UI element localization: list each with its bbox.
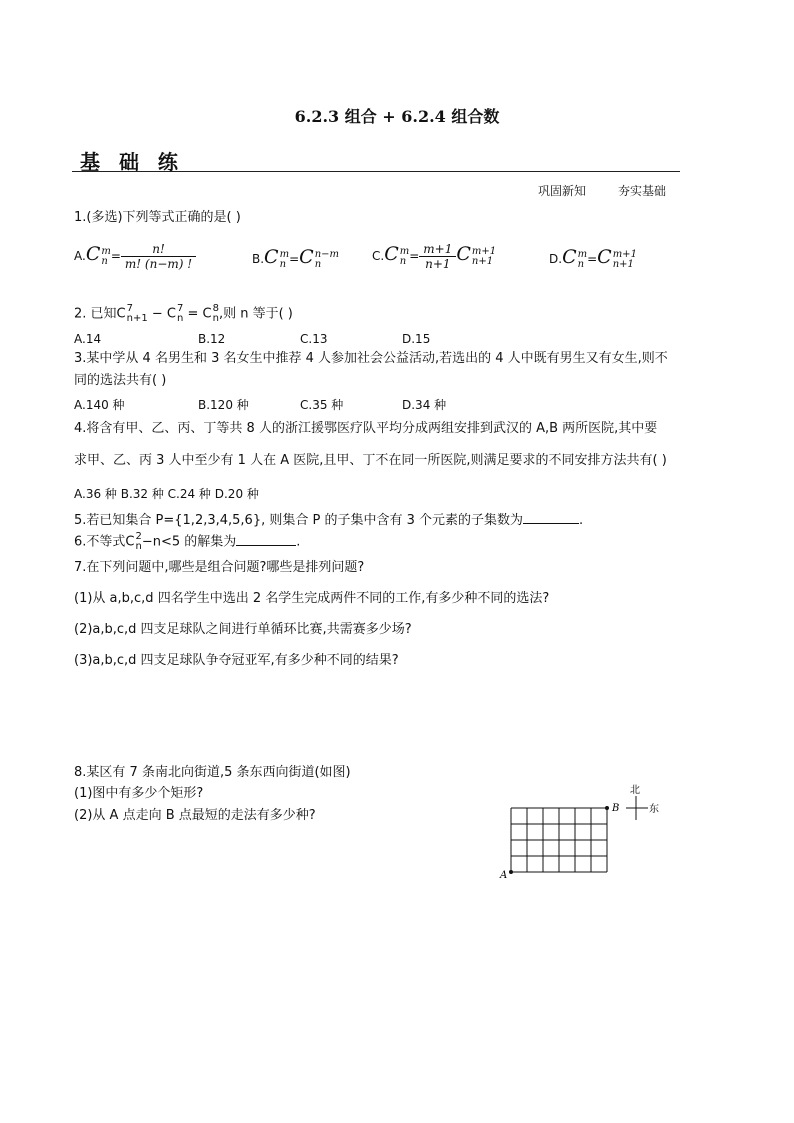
q1-d-sup1: m — [577, 248, 588, 260]
q6-sup: 2 — [135, 531, 142, 542]
q2-mid2: = C — [183, 306, 212, 322]
q2-sup3: 8 — [212, 303, 219, 314]
q1-b-C2: C — [299, 246, 314, 268]
q1-c-sup2: m+1 — [471, 245, 497, 257]
section-heading: 基 础 练 — [80, 150, 184, 174]
q2-sub1: n+1 — [126, 313, 148, 324]
compass-north-label: 北 — [630, 785, 640, 796]
q1-option-d-label: D. — [549, 252, 563, 266]
q1-option-d — [549, 246, 637, 270]
q1-d-C2: C — [597, 246, 612, 268]
q1-c-sup1: m — [399, 245, 410, 257]
q1-option-b — [252, 246, 339, 270]
q6-answer-blank[interactable] — [236, 533, 296, 546]
q1-a-sub: n — [101, 255, 108, 267]
section-divider — [72, 171, 680, 172]
q1-a-sup: m — [101, 245, 111, 257]
q1-c-numerator: m+1 — [419, 242, 456, 257]
q1-option-a-label: A. — [74, 249, 86, 263]
q3-option-d: D.34 种 — [402, 398, 447, 412]
q5-end: . — [579, 513, 584, 528]
q2-option-d: D.15 — [402, 332, 431, 346]
q1-c-eq: = — [409, 249, 420, 263]
q1-a-C: C — [85, 243, 101, 265]
q1-a-denominator: m! (n−m) ! — [124, 257, 193, 271]
q1-a-numerator: n! — [121, 242, 196, 257]
question-1-stem: 1.(多选)下列等式正确的是( ) — [74, 210, 241, 225]
q2-sup2: 7 — [176, 303, 184, 314]
q1-c-sub2: n+1 — [471, 255, 494, 267]
question-8-part-1: (1)图中有多少个矩形? — [74, 786, 204, 801]
q2-option-c: C.13 — [300, 332, 328, 346]
q1-c-C1: C — [384, 243, 399, 265]
question-7-part-1: (1)从 a,b,c,d 四名学生中选出 2 名学生完成两件不同的工作,有多少种不同的选法? — [74, 591, 550, 606]
q1-b-sup2: n−m — [314, 248, 339, 260]
q6-suffix: −n<5 的解集为 — [141, 534, 237, 550]
q1-c-denominator: n+1 — [425, 257, 451, 271]
street-grid-figure — [496, 778, 666, 884]
q2-option-b: B.12 — [198, 332, 226, 346]
q5-text: 5.若已知集合 P={1,2,3,4,5,6}, 则集合 P 的子集中含有 3 个元素的子集数为 — [74, 513, 524, 528]
q3-option-c: C.35 种 — [300, 398, 344, 412]
question-4-line-2: 求甲、乙、丙 3 人中至少有 1 人在 A 医院,且甲、丁不在同一所医院,则满足要求的不同安排方法共有( ) — [74, 453, 667, 468]
q1-d-sup2: m+1 — [612, 248, 637, 260]
q1-d-C1: C — [562, 246, 577, 268]
q1-b-eq: = — [289, 252, 300, 266]
compass-east-label: 东 — [649, 804, 659, 815]
q1-d-sub1: n — [577, 258, 585, 270]
q1-b-sub2: n — [314, 258, 322, 270]
question-6 — [74, 532, 300, 552]
question-7-part-2: (2)a,b,c,d 四支足球队之间进行单循环比赛,共需赛多少场? — [74, 622, 412, 637]
q1-c-sub1: n — [399, 255, 407, 267]
question-3-line-1: 3.某中学从 4 名男生和 3 名女生中推荐 4 人参加社会公益活动,若选出的 4 人中既有男生又有女生,则不 — [74, 351, 668, 366]
q2-mid1: − C — [147, 306, 176, 322]
question-7-stem: 7.在下列问题中,哪些是组合问题?哪些是排列问题? — [74, 560, 365, 575]
q3-option-a: A.140 种 — [74, 398, 125, 412]
q1-option-b-label: B. — [252, 252, 265, 266]
q2-sub2: n — [176, 313, 184, 324]
point-a-label: A — [500, 870, 508, 881]
q1-c-fraction — [419, 242, 456, 271]
q1-c-C2: C — [456, 243, 471, 265]
q6-sub: n — [135, 541, 142, 552]
q1-b-sub1: n — [279, 258, 287, 270]
q2-sub3: n — [212, 313, 219, 324]
point-b-marker — [605, 806, 609, 810]
question-8-stem: 8.某区有 7 条南北向街道,5 条东西向街道(如图) — [74, 765, 351, 780]
q1-option-a — [74, 242, 196, 271]
q6-prefix: 6.不等式C — [74, 534, 135, 550]
q4-options: A.36 种 B.32 种 C.24 种 D.20 种 — [74, 487, 259, 501]
q1-a-eq: = — [110, 249, 121, 263]
question-7-part-3: (3)a,b,c,d 四支足球队争夺冠亚军,有多少种不同的结果? — [74, 653, 399, 668]
q2-prefix: 2. 已知C — [74, 306, 126, 322]
question-2-stem — [74, 304, 293, 324]
q1-option-c-label: C. — [372, 249, 385, 263]
street-grid — [511, 808, 607, 872]
question-3-line-2: 同的选法共有( ) — [74, 373, 167, 388]
question-8-part-2: (2)从 A 点走向 B 点最短的走法有多少种? — [74, 808, 316, 823]
question-5 — [74, 511, 583, 529]
q5-answer-blank[interactable] — [523, 511, 579, 524]
question-4-line-1: 4.将含有甲、乙、丙、丁等共 8 人的浙江援鄂医疗队平均分成两组安排到武汉的 A,B 两所医院,其中要 — [74, 421, 658, 436]
q1-option-c — [372, 242, 496, 271]
q2-sup1: 7 — [126, 303, 133, 314]
page-title: 6.2.3 组合 + 6.2.4 组合数 — [294, 107, 500, 126]
q2-option-a: A.14 — [74, 332, 102, 346]
q1-d-eq: = — [587, 252, 598, 266]
tagline-consolidate: 巩固新知 — [538, 184, 587, 198]
q1-b-sup1: m — [279, 248, 290, 260]
q1-a-fraction — [121, 242, 196, 271]
q3-option-b: B.120 种 — [198, 398, 249, 412]
q2-suffix: ,则 n 等于( ) — [218, 306, 293, 322]
q1-d-sub2: n+1 — [612, 258, 634, 270]
point-b-label: B — [612, 803, 620, 814]
q6-end: . — [296, 534, 301, 550]
q1-b-C1: C — [264, 246, 279, 268]
tagline-foundation: 夯实基础 — [618, 184, 667, 198]
point-a-marker — [509, 870, 513, 874]
